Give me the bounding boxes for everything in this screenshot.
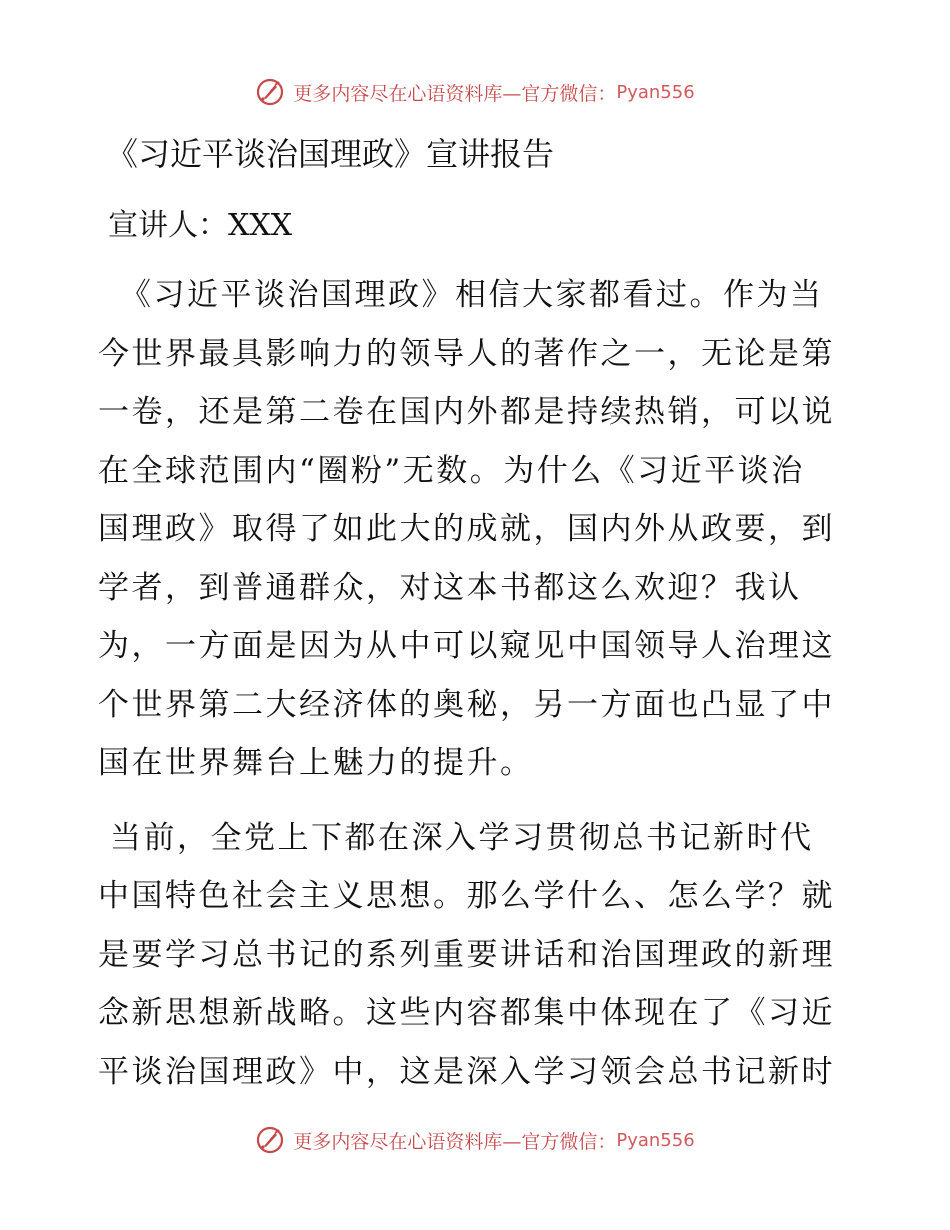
watermark-wechat-id: Pyan556 — [616, 81, 695, 103]
document-body — [98, 120, 850, 1101]
watermark-footer — [0, 1120, 950, 1160]
watermark-text: 更多内容尽在心语资料库—官方微信： — [293, 82, 617, 105]
paragraph-line: 中国特色社会主义思想。那么学什么、怎么学？就 — [98, 878, 835, 914]
quill-logo-icon — [255, 77, 285, 107]
quill-logo-icon — [255, 1125, 285, 1155]
paragraph-line: 今世界最具影响力的领导人的著作之一，无论是第 — [98, 335, 835, 372]
paragraph-line: 为，一方面是因为从中可以窥见中国领导人治理这 — [98, 628, 835, 664]
paragraph-line: 国理政》取得了如此大的成就，国内外从政要，到 — [98, 511, 835, 547]
paragraph-line: 一卷，还是第二卷在国内外都是持续热销，可以说 — [98, 394, 835, 430]
paragraph-line: 平谈治国理政》中，这是深入学习领会总书记新时 — [98, 1053, 835, 1090]
paragraph-1 — [98, 266, 850, 793]
paragraph-2 — [98, 809, 850, 1102]
watermark-wechat-id: Pyan556 — [616, 1129, 695, 1151]
watermark-text: 更多内容尽在心语资料库—官方微信： — [293, 1130, 617, 1153]
paragraph-line: 是要学习总书记的系列重要讲话和治国理政的新理 — [98, 936, 835, 973]
speaker-line: 宣讲人：XXX — [108, 208, 293, 243]
document-title: 《习近平谈治国理政》宣讲报告 — [106, 135, 555, 173]
paragraph-line: 个世界第二大经济体的奥秘，另一方面也凸显了中 — [98, 686, 835, 723]
paragraph-line: 在全球范围内“圈粉”无数。为什么《习近平谈治 — [98, 452, 805, 489]
paragraph-line: 国在世界舞台上魅力的提升。 — [98, 745, 534, 781]
watermark-header — [0, 72, 950, 112]
paragraph-line: 念新思想新战略。这些内容都集中体现在了《习近 — [98, 995, 835, 1031]
paragraph-line: 学者，到普通群众，对这本书都这么欢迎？我认 — [98, 569, 802, 606]
paragraph-line: 《习近平谈治国理政》相信大家都看过。作为当 — [120, 277, 824, 313]
paragraph-line: 当前，全党上下都在深入学习贯彻总书记新时代 — [110, 819, 814, 856]
